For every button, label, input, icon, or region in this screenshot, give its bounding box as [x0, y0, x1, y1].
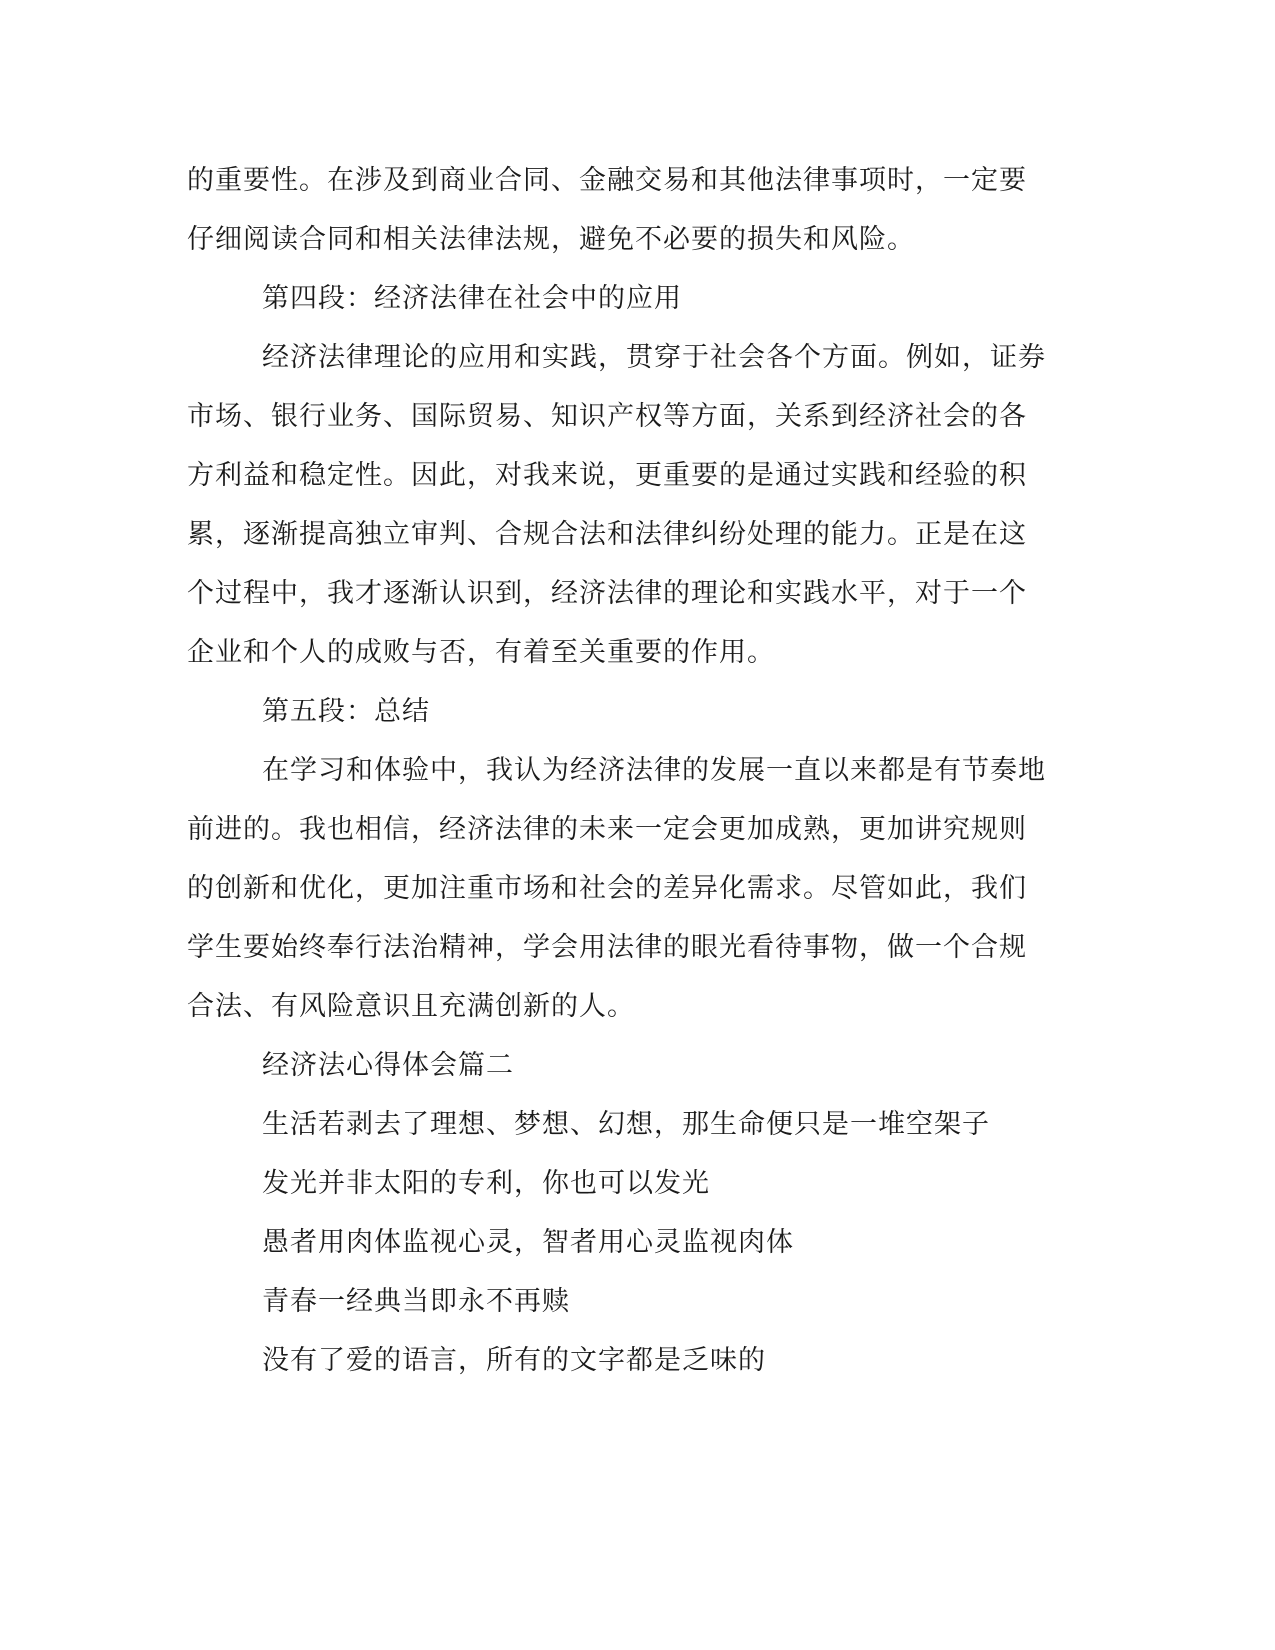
paragraph-line: 经济法律理论的应用和实践，贯穿于社会各个方面。例如，证券 [262, 342, 1046, 373]
paragraph-line: 的创新和优化，更加注重市场和社会的差异化需求。尽管如此，我们 [187, 873, 1027, 904]
paragraph-line: 个过程中，我才逐渐认识到，经济法律的理论和实践水平，对于一个 [187, 578, 1027, 609]
article-title: 经济法心得体会篇二 [262, 1050, 514, 1081]
section-heading-4: 第四段：经济法律在社会中的应用 [262, 283, 682, 314]
section-heading-5: 第五段：总结 [262, 696, 430, 727]
quote-line: 没有了爱的语言，所有的文字都是乏味的 [262, 1345, 766, 1376]
paragraph-line: 市场、银行业务、国际贸易、知识产权等方面，关系到经济社会的各 [187, 401, 1027, 432]
quote-line: 愚者用肉体监视心灵，智者用心灵监视肉体 [262, 1227, 794, 1258]
paragraph-line: 仔细阅读合同和相关法律法规，避免不必要的损失和风险。 [187, 224, 915, 255]
quote-line: 发光并非太阳的专利，你也可以发光 [262, 1168, 710, 1199]
paragraph-line: 累，逐渐提高独立审判、合规合法和法律纠纷处理的能力。正是在这 [187, 519, 1027, 550]
paragraph-line: 学生要始终奉行法治精神，学会用法律的眼光看待事物，做一个合规 [187, 932, 1027, 963]
paragraph-line: 合法、有风险意识且充满创新的人。 [187, 991, 635, 1022]
paragraph-line: 企业和个人的成败与否，有着至关重要的作用。 [187, 637, 775, 668]
quote-line: 青春一经典当即永不再赎 [262, 1286, 570, 1317]
paragraph-line: 前进的。我也相信，经济法律的未来一定会更加成熟，更加讲究规则 [187, 814, 1027, 845]
paragraph-line: 在学习和体验中，我认为经济法律的发展一直以来都是有节奏地 [262, 755, 1046, 786]
paragraph-line: 方利益和稳定性。因此，对我来说，更重要的是通过实践和经验的积 [187, 460, 1027, 491]
paragraph-line: 的重要性。在涉及到商业合同、金融交易和其他法律事项时，一定要 [187, 165, 1027, 196]
quote-line: 生活若剥去了理想、梦想、幻想，那生命便只是一堆空架子 [262, 1109, 990, 1140]
